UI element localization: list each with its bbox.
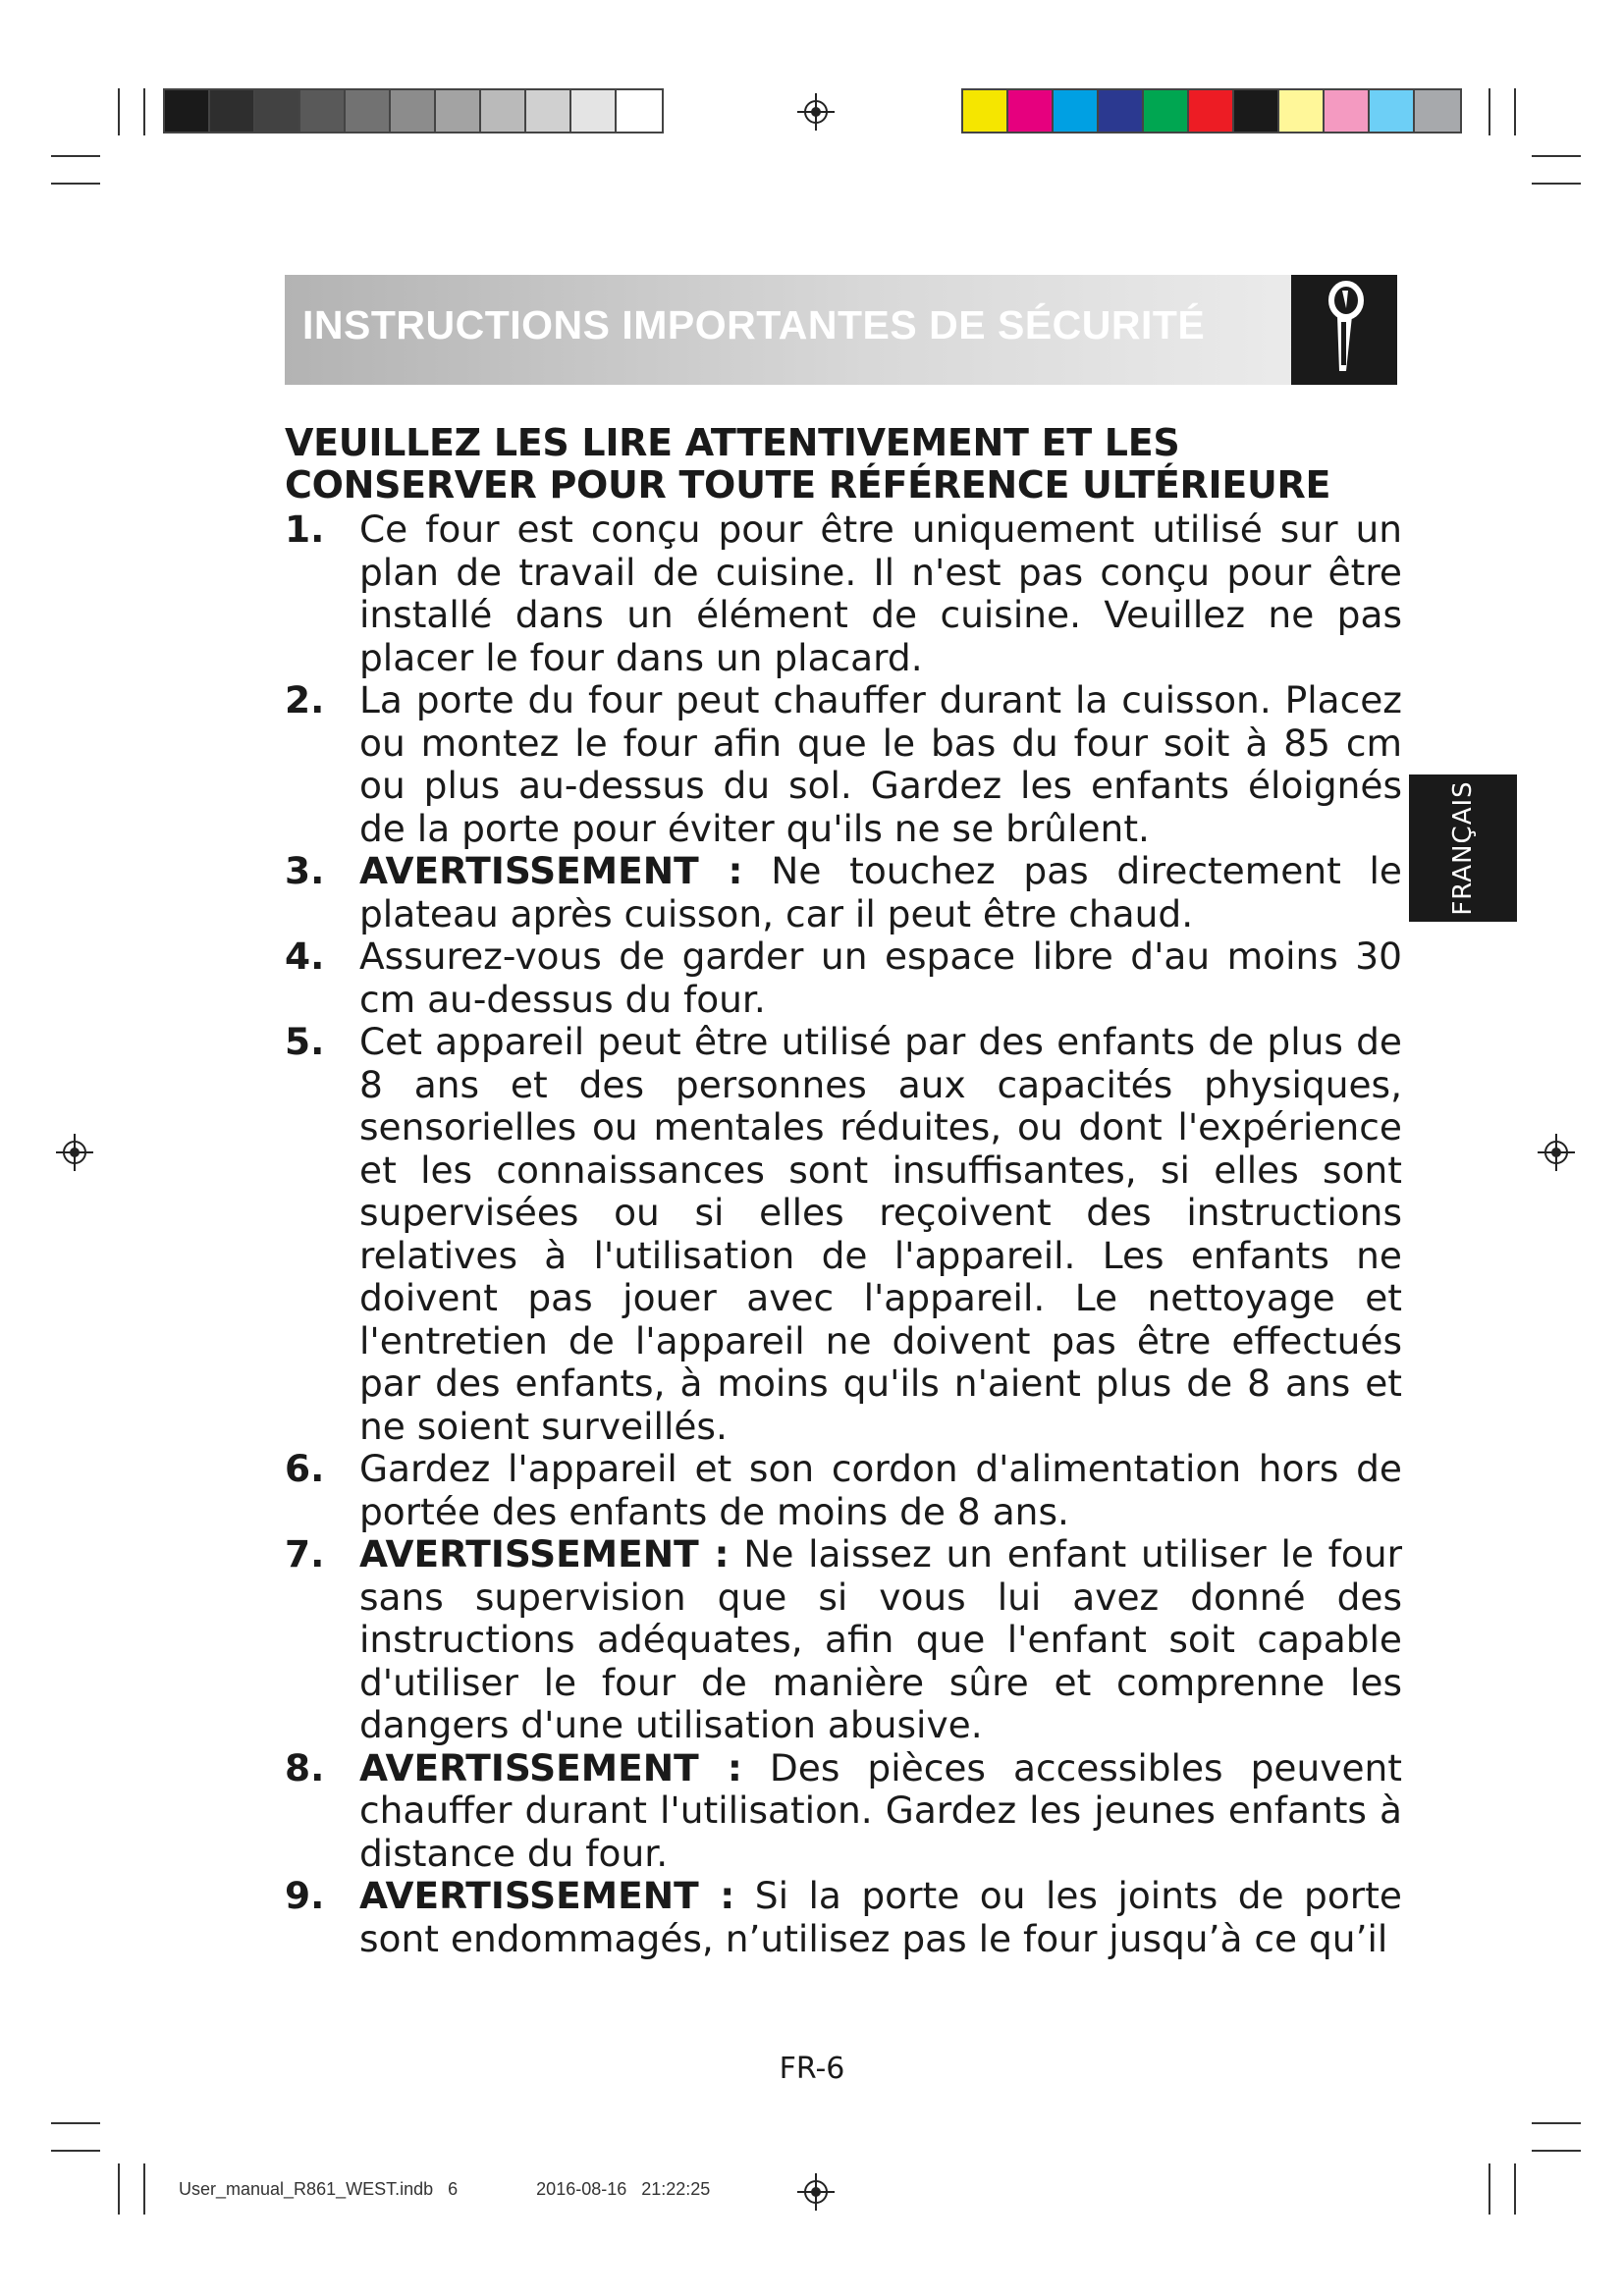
calibration-swatch [1370, 90, 1415, 132]
calibration-swatch [300, 90, 346, 132]
item-text: Ne touchez pas directement le plateau après cuisson, car il peut être chaud. [359, 849, 1402, 935]
item-number: 1. [285, 507, 325, 551]
trim-mark [1532, 2150, 1581, 2152]
warning-label: AVERTISSEMENT : [359, 849, 743, 892]
item-text: Ce four est conçu pour être uniquement utilisé sur un plan de travail de cuisine. Il n'est pas conçu pour être installé dans un élément de cuisine. Veuillez ne pas placer le four dans un placard. [359, 507, 1402, 679]
registration-crosshair-icon [1538, 1134, 1575, 1171]
warning-label: AVERTISSEMENT : [359, 1874, 735, 1917]
item-text: Des pièces accessibles peuvent chauffer durant l'utilisation. Gardez les jeunes enfants à distance du four. [359, 1745, 1402, 1875]
trim-mark [1489, 88, 1490, 135]
calibration-swatch [1008, 90, 1054, 132]
instruction-list [285, 508, 1402, 1960]
calibration-swatch [963, 90, 1008, 132]
list-item [285, 679, 1402, 850]
item-number: 6. [285, 1447, 325, 1490]
calibration-swatch [571, 90, 617, 132]
trim-mark [1532, 2122, 1581, 2124]
list-item [285, 1021, 1402, 1448]
registration-crosshair-icon [56, 1134, 93, 1171]
list-item [285, 1448, 1402, 1533]
registration-crosshair-icon [797, 2173, 835, 2211]
calibration-swatch [1189, 90, 1234, 132]
calibration-swatch [391, 90, 436, 132]
calibration-swatch [617, 90, 662, 132]
item-text: Gardez l'appareil et son cordon d'alimentation hors de portée des enfants de moins de 8 ans. [359, 1447, 1402, 1533]
grayscale-calibration-bar [163, 88, 664, 133]
calibration-swatch [1144, 90, 1189, 132]
list-item [285, 1875, 1402, 1960]
item-number: 3. [285, 849, 325, 892]
safety-instructions [285, 422, 1402, 1960]
calibration-swatch [1234, 90, 1279, 132]
list-item [285, 1533, 1402, 1747]
calibration-swatch [346, 90, 391, 132]
section-title: INSTRUCTIONS IMPORTANTES DE SÉCURITÉ [302, 302, 1206, 347]
calibration-swatch [1279, 90, 1325, 132]
list-item [285, 850, 1402, 935]
registration-crosshair-icon [797, 93, 835, 131]
trim-mark [143, 88, 145, 135]
item-number: 9. [285, 1874, 325, 1917]
calibration-swatch [255, 90, 300, 132]
calibration-swatch [1415, 90, 1460, 132]
item-number: 5. [285, 1020, 325, 1063]
trim-mark [118, 2163, 120, 2215]
language-tab [1409, 774, 1517, 922]
subheading: VEUILLEZ LES LIRE ATTENTIVEMENT ET LES CONSERVER POUR TOUTE RÉFÉRENCE ULTÉRIEURE [285, 421, 1331, 507]
trim-mark [1489, 2163, 1490, 2215]
item-text: Cet appareil peut être utilisé par des enfants de plus de 8 ans et des personnes aux capacités physiques, sensorielles ou mentales réduites, ou dont l'expérience et les connaissances sont insuffisantes, si elles sont supervisées ou si elles reçoivent des instructions relatives à l'utilisation de l'appareil. Les enfants ne doivent pas jouer avec l'appareil. Le nettoyage et l'entretien de l'appareil ne doivent pas être effectués par des enfants, à moins qu'ils n'aient plus de 8 ans et ne soient surveillés. [359, 1020, 1402, 1448]
calibration-swatch [481, 90, 526, 132]
trim-mark [1514, 88, 1516, 135]
calibration-swatch [1099, 90, 1144, 132]
item-text: Si la porte ou les joints de porte sont endommagés, n’utilisez pas le four jusqu’à ce qu’il [359, 1874, 1402, 1960]
page-number: FR-6 [779, 2052, 845, 2086]
print-slug: User_manual_R861_WEST.indb 6 2016-08-16 21:22:25 [179, 2179, 711, 2199]
trim-mark [51, 2122, 100, 2124]
color-calibration-bar [961, 88, 1462, 133]
warning-label: AVERTISSEMENT : [359, 1532, 730, 1575]
calibration-swatch [1054, 90, 1099, 132]
warning-label: AVERTISSEMENT : [359, 1745, 742, 1789]
list-item [285, 935, 1402, 1021]
trim-mark [51, 155, 100, 157]
trim-mark [1514, 2163, 1516, 2215]
item-number: 4. [285, 934, 325, 978]
calibration-swatch [165, 90, 210, 132]
trim-mark [1532, 155, 1581, 157]
header-icon-box [1291, 275, 1397, 385]
section-header-band [285, 275, 1345, 385]
list-item [285, 508, 1402, 679]
language-tab-label: FRANÇAIS [1448, 780, 1478, 916]
trim-mark [143, 2163, 145, 2215]
item-text: Assurez-vous de garder un espace libre d'au moins 30 cm au-dessus du four. [359, 934, 1402, 1021]
calibration-swatch [436, 90, 481, 132]
warning-exclamation-icon [1291, 275, 1397, 385]
item-number: 7. [285, 1532, 325, 1575]
trim-mark [51, 183, 100, 185]
trim-mark [51, 2150, 100, 2152]
calibration-swatch [1325, 90, 1370, 132]
item-text: La porte du four peut chauffer durant la cuisson. Placez ou montez le four afin que le bas du four soit à 85 cm ou plus au-dessus du sol. Gardez les enfants éloignés de la porte pour éviter qu'ils ne se brûlent. [359, 678, 1402, 850]
item-number: 8. [285, 1745, 325, 1789]
trim-mark [118, 88, 120, 135]
item-number: 2. [285, 678, 325, 721]
calibration-swatch [526, 90, 571, 132]
calibration-swatch [210, 90, 255, 132]
trim-mark [1532, 183, 1581, 185]
list-item [285, 1747, 1402, 1876]
item-text: Ne laissez un enfant utiliser le four sans supervision que si vous lui avez donné des instructions adéquates, afin que l'enfant soit capable d'utiliser le four de manière sûre et comprenne les dangers d'une utilisation abusive. [359, 1532, 1402, 1746]
